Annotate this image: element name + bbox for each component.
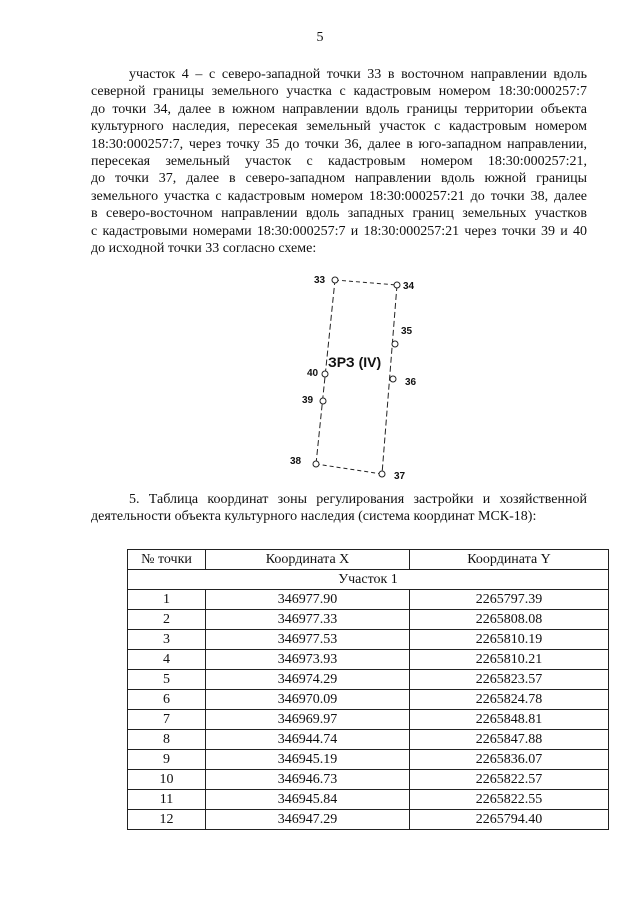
text-line: до исходной точки 33 согласно схеме: — [91, 241, 317, 257]
table-row — [128, 630, 609, 650]
point-38-label: 38 — [290, 456, 302, 467]
text-line: 5. Таблица координат зоны регулирования застройки и хозяйственной — [129, 492, 587, 507]
coordinate-y-cell: 2265824.78 — [410, 690, 609, 710]
coordinate-y-cell: 2265823.57 — [410, 670, 609, 690]
text-line: с кадастровыми номерами 18:30:000257:7 и 18:30:000257:21 через точки 39 и 40 — [91, 223, 587, 239]
point-37-label: 37 — [394, 471, 406, 482]
header-point-number: № точки — [128, 550, 206, 570]
table-caption — [91, 491, 587, 526]
zone-label: ЗРЗ (IV) — [328, 354, 382, 370]
point-number-cell: 2 — [128, 610, 206, 630]
boundary-edge-33-34 — [335, 280, 397, 285]
zone-scheme-diagram — [280, 268, 440, 483]
table-row — [128, 690, 609, 710]
table-header-row — [128, 550, 609, 570]
point-38-marker — [313, 461, 319, 467]
coordinate-y-cell: 2265808.08 — [410, 610, 609, 630]
coordinate-y-cell: 2265794.40 — [410, 810, 609, 830]
coordinate-y-cell: 2265847.88 — [410, 730, 609, 750]
coordinate-x-cell: 346973.93 — [206, 650, 410, 670]
text-line: в северо-восточном направлении вдоль западных границ земельных участков — [91, 206, 587, 222]
coordinate-y-cell: 2265810.19 — [410, 630, 609, 650]
point-35-marker — [392, 341, 398, 347]
table-row — [128, 610, 609, 630]
coordinate-y-cell: 2265848.81 — [410, 710, 609, 730]
coordinate-x-cell: 346947.29 — [206, 810, 410, 830]
boundary-edge-37-38 — [316, 464, 382, 474]
coordinates-table — [127, 549, 609, 830]
point-36-label: 36 — [405, 377, 417, 388]
coordinate-y-cell: 2265836.07 — [410, 750, 609, 770]
table-row — [128, 750, 609, 770]
point-number-cell: 3 — [128, 630, 206, 650]
coordinate-y-cell: 2265810.21 — [410, 650, 609, 670]
table-row — [128, 790, 609, 810]
header-coordinate-x: Координата X — [206, 550, 410, 570]
point-36-marker — [390, 376, 396, 382]
point-40-marker — [322, 371, 328, 377]
text-line: до точки 34, далее в южном направлении вдоль границы территории объекта — [91, 101, 587, 117]
point-number-cell: 6 — [128, 690, 206, 710]
point-35-label: 35 — [401, 326, 413, 337]
point-number-cell: 11 — [128, 790, 206, 810]
coordinate-x-cell: 346974.29 — [206, 670, 410, 690]
header-coordinate-y: Координата Y — [410, 550, 609, 570]
point-34-marker — [394, 282, 400, 288]
coordinate-x-cell: 346977.33 — [206, 610, 410, 630]
table-row — [128, 810, 609, 830]
table-section-row — [128, 570, 609, 590]
point-33-label: 33 — [314, 275, 326, 286]
text-line: участок 4 – с северо-западной точки 33 в восточном направлении вдоль — [129, 67, 587, 82]
coordinate-x-cell: 346970.09 — [206, 690, 410, 710]
section-title: Участок 1 — [128, 570, 609, 590]
point-number-cell: 7 — [128, 710, 206, 730]
point-number-cell: 9 — [128, 750, 206, 770]
point-number-cell: 1 — [128, 590, 206, 610]
coordinate-y-cell: 2265822.55 — [410, 790, 609, 810]
coordinate-y-cell: 2265797.39 — [410, 590, 609, 610]
point-39-marker — [320, 398, 326, 404]
point-number-cell: 10 — [128, 770, 206, 790]
text-line: деятельности объекта культурного наследия (система координат МСК-18): — [91, 509, 537, 525]
point-37-marker — [379, 471, 385, 477]
text-line: земельного участка с кадастровым номером 18:30:000257:21 до точки 38, далее — [91, 188, 587, 204]
point-39-label: 39 — [302, 395, 314, 406]
coordinate-x-cell: 346977.90 — [206, 590, 410, 610]
point-40-label: 40 — [307, 368, 319, 379]
point-number-cell: 8 — [128, 730, 206, 750]
point-number-cell: 4 — [128, 650, 206, 670]
coordinate-x-cell: 346969.97 — [206, 710, 410, 730]
point-34-label: 34 — [403, 281, 415, 292]
coordinate-x-cell: 346945.84 — [206, 790, 410, 810]
point-number-cell: 12 — [128, 810, 206, 830]
text-line: 18:30:000257:7, через точку 35 до точки 36, далее в юго-западном направлении, — [91, 136, 587, 152]
coordinate-y-cell: 2265822.57 — [410, 770, 609, 790]
table-row — [128, 650, 609, 670]
point-number-cell: 5 — [128, 670, 206, 690]
coordinate-x-cell: 346944.74 — [206, 730, 410, 750]
point-33-marker — [332, 277, 338, 283]
table-row — [128, 670, 609, 690]
table-row — [128, 710, 609, 730]
text-line: северной границы земельного участка с кадастровым номером 18:30:000257:7 — [91, 84, 587, 100]
table-row — [128, 590, 609, 610]
text-line: культурного наследия, пересекая земельный участок с кадастровым номером — [91, 119, 587, 135]
page-number: 5 — [316, 30, 324, 45]
text-line: пересекая земельный участок с кадастровым номером 18:30:000257:21, — [91, 154, 587, 170]
text-line: до точки 37, далее в северо-западном направлении вдоль южной границы — [91, 171, 587, 187]
table-row — [128, 770, 609, 790]
boundary-description — [91, 66, 587, 257]
coordinate-x-cell: 346945.19 — [206, 750, 410, 770]
coordinate-x-cell: 346946.73 — [206, 770, 410, 790]
coordinate-x-cell: 346977.53 — [206, 630, 410, 650]
table-row — [128, 730, 609, 750]
